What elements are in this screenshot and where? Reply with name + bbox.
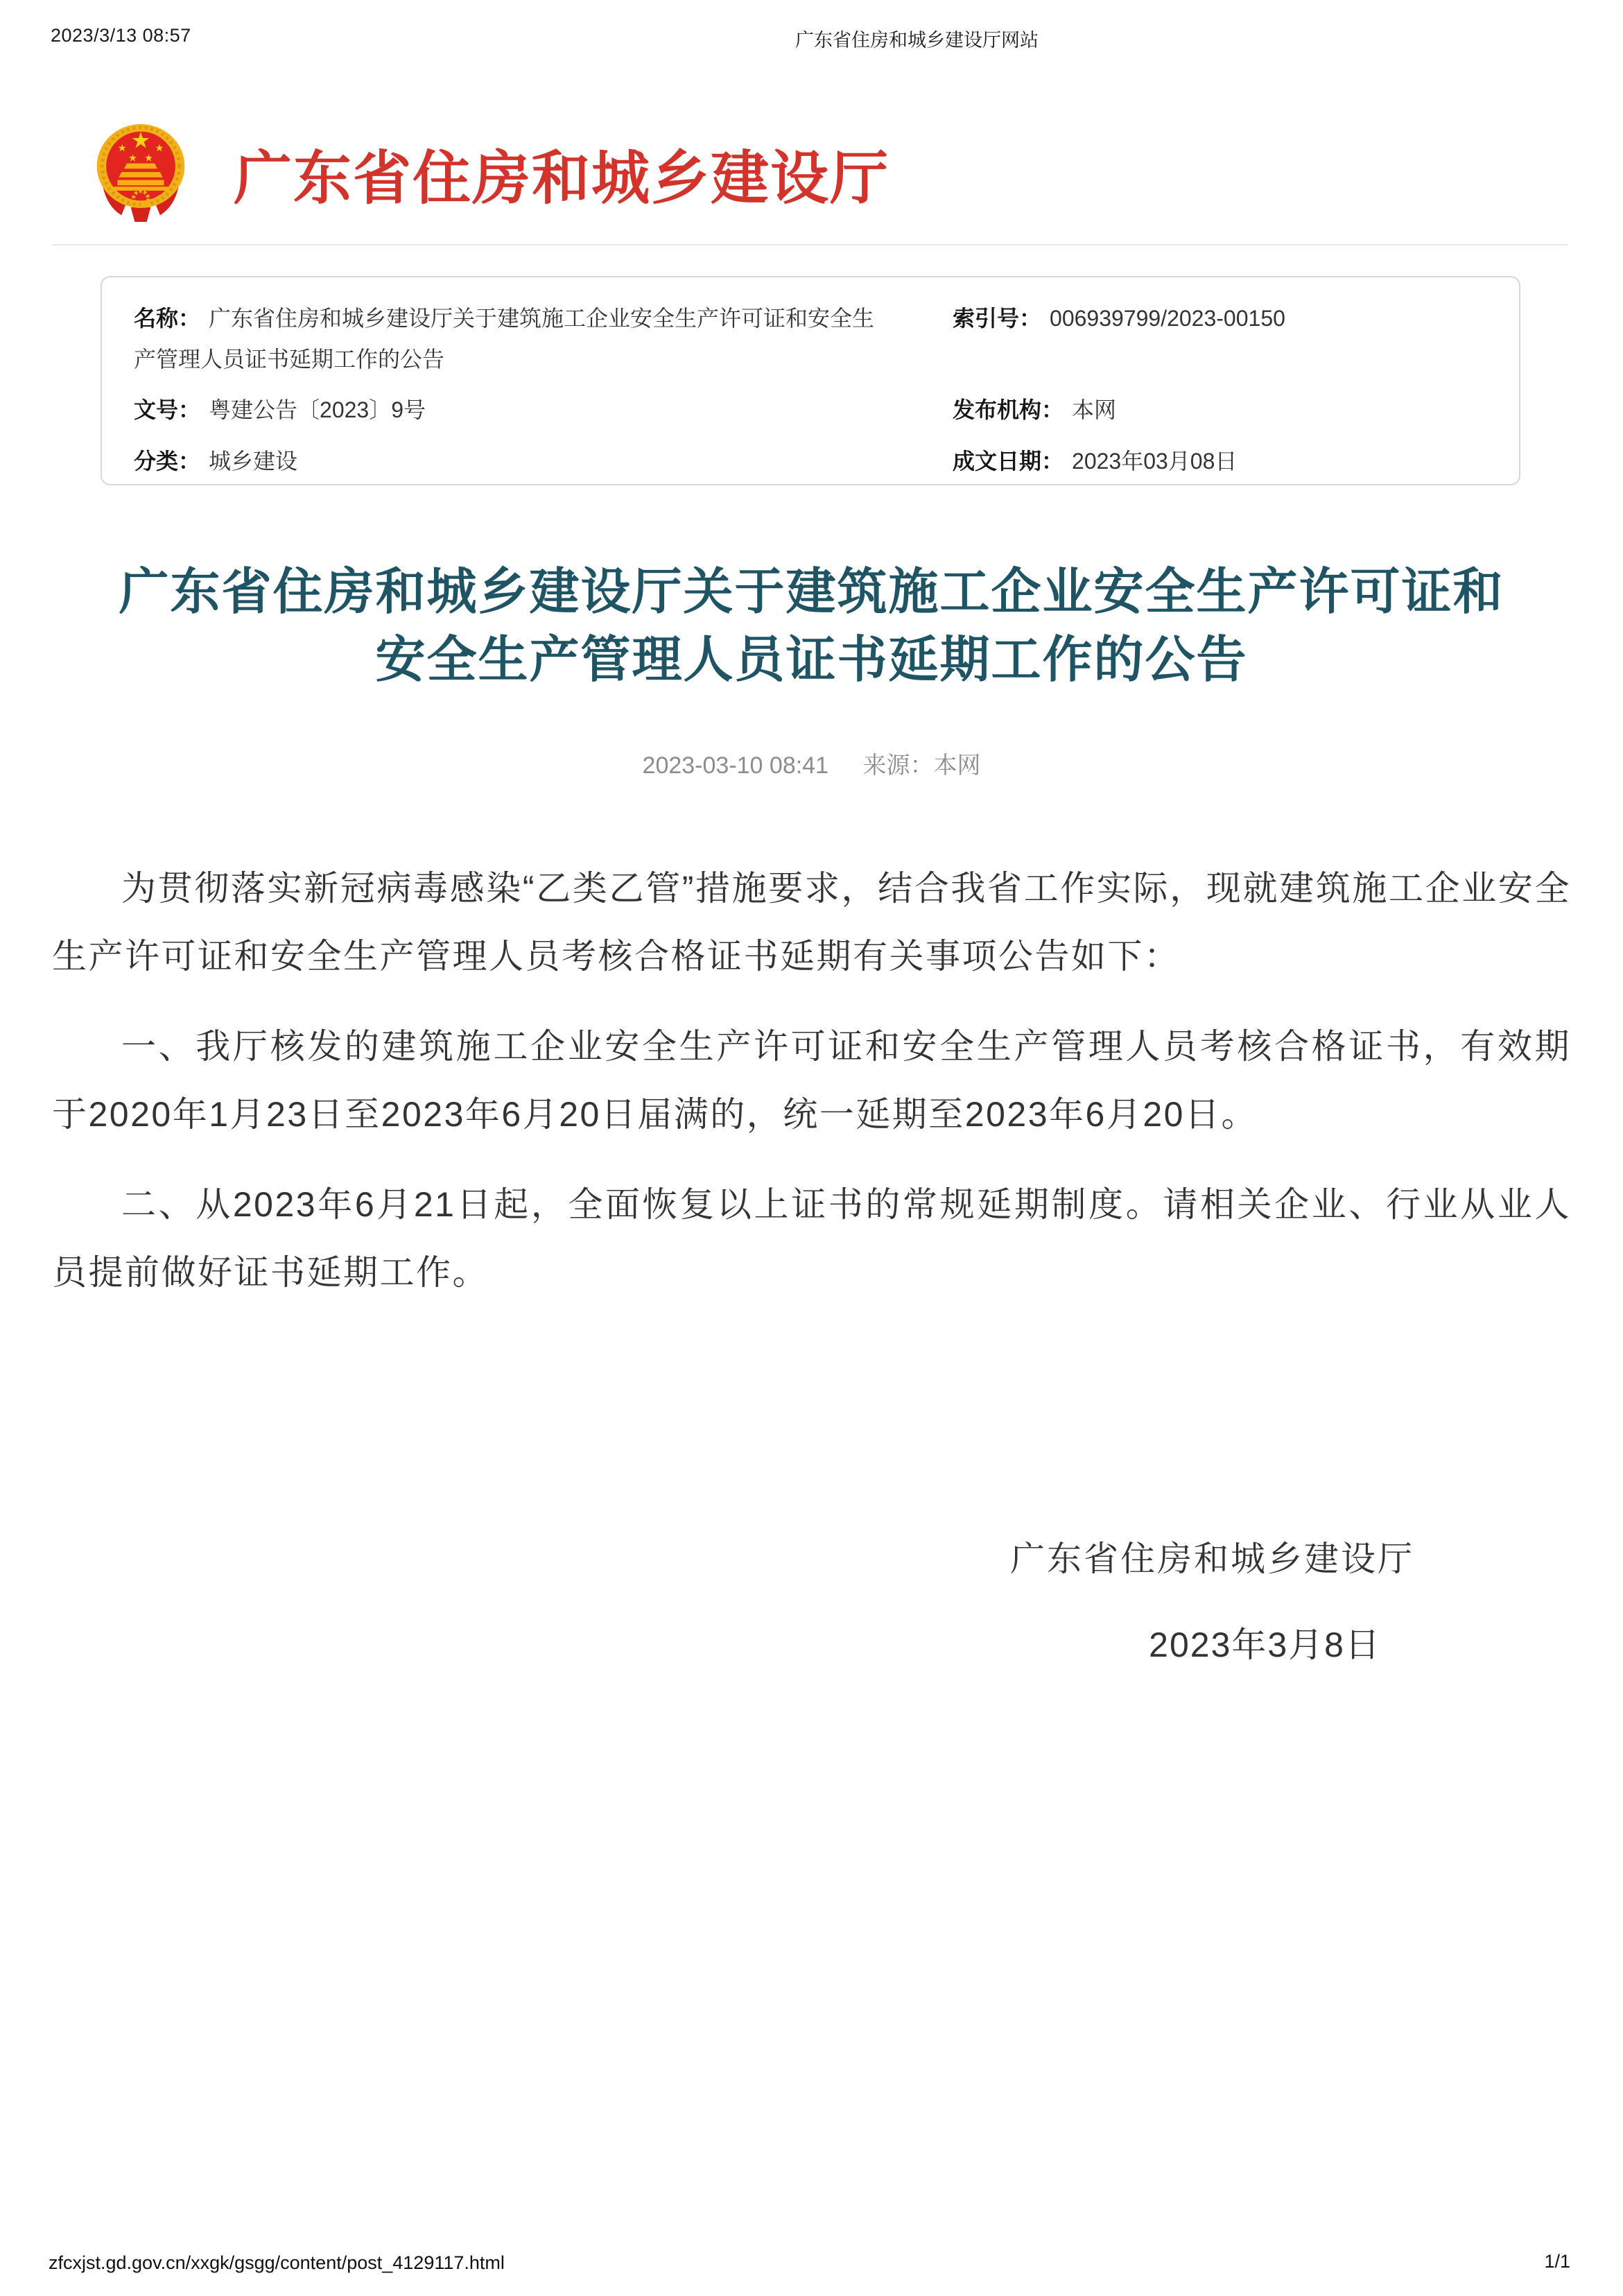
info-value: 城乡建设 bbox=[209, 448, 298, 474]
info-value: 本网 bbox=[1072, 397, 1117, 423]
info-value: 006939799/2023-00150 bbox=[1050, 306, 1285, 331]
article-meta bbox=[52, 746, 1571, 780]
paragraph-item-2: 二、从2023年6月21日起，全面恢复以上证书的常规延期制度。请相关企业、行业从业人员提前做好证书延期工作。 bbox=[52, 1185, 1571, 1292]
publish-time: 2023-03-10 08:41 bbox=[642, 752, 828, 779]
signature-date: 2023年3月8日 bbox=[1149, 1625, 1381, 1664]
site-banner bbox=[52, 104, 889, 243]
china-national-emblem-icon bbox=[92, 121, 189, 225]
info-field-index-number bbox=[953, 298, 1487, 339]
article-title-text: 广东省住房和城乡建设厅关于建筑施工企业安全生产许可证和安全生产管理人员证书延期工作的公告 bbox=[119, 564, 1504, 688]
info-field-name bbox=[134, 298, 953, 380]
info-label: 索引号： bbox=[953, 306, 1042, 331]
paragraph-item-1: 一、我厅核发的建筑施工企业安全生产许可证和安全生产管理人员考核合格证书，有效期于2020年1月23日至2023年6月20日届满的，统一延期至2023年6月20日。 bbox=[52, 1027, 1571, 1134]
info-value: 粤建公告〔2023〕9号 bbox=[209, 397, 426, 423]
article-title bbox=[52, 559, 1571, 695]
info-label: 文号： bbox=[134, 397, 201, 423]
info-field-publisher bbox=[953, 390, 1487, 431]
print-footer-url: zfcxjst.gd.gov.cn/xxgk/gsgg/content/post_4129117.html bbox=[49, 2252, 505, 2273]
article-body bbox=[52, 854, 1571, 1329]
info-field-issue-date bbox=[953, 441, 1487, 482]
info-label: 名称： bbox=[134, 306, 201, 331]
info-label: 分类： bbox=[134, 448, 201, 474]
paragraph-intro: 为贯彻落实新冠病毒感染“乙类乙管”措施要求，结合我省工作实际，现就建筑施工企业安全生产许可证和安全生产管理人员考核合格证书延期有关事项公告如下： bbox=[52, 869, 1571, 976]
info-value: 广东省住房和城乡建设厅关于建筑施工企业安全生产许可证和安全生产管理人员证书延期工作的公告 bbox=[134, 306, 875, 372]
print-page-indicator: 1/1 bbox=[1544, 2251, 1570, 2272]
print-site-title: 广东省住房和城乡建设厅网站 bbox=[795, 30, 1039, 51]
source-label: 来源：本网 bbox=[862, 752, 981, 779]
signature-department: 广东省住房和城乡建设厅 bbox=[1010, 1539, 1414, 1578]
info-label: 发布机构： bbox=[953, 397, 1064, 423]
info-field-doc-number bbox=[134, 390, 953, 431]
header-divider bbox=[52, 244, 1568, 245]
info-label: 成文日期： bbox=[953, 448, 1064, 474]
site-brand-name: 广东省住房和城乡建设厅 bbox=[234, 145, 890, 211]
document-info-box bbox=[101, 276, 1520, 485]
info-value: 2023年03月08日 bbox=[1072, 448, 1238, 474]
info-field-category bbox=[134, 441, 953, 482]
print-datetime: 2023/3/13 08:57 bbox=[51, 25, 191, 46]
